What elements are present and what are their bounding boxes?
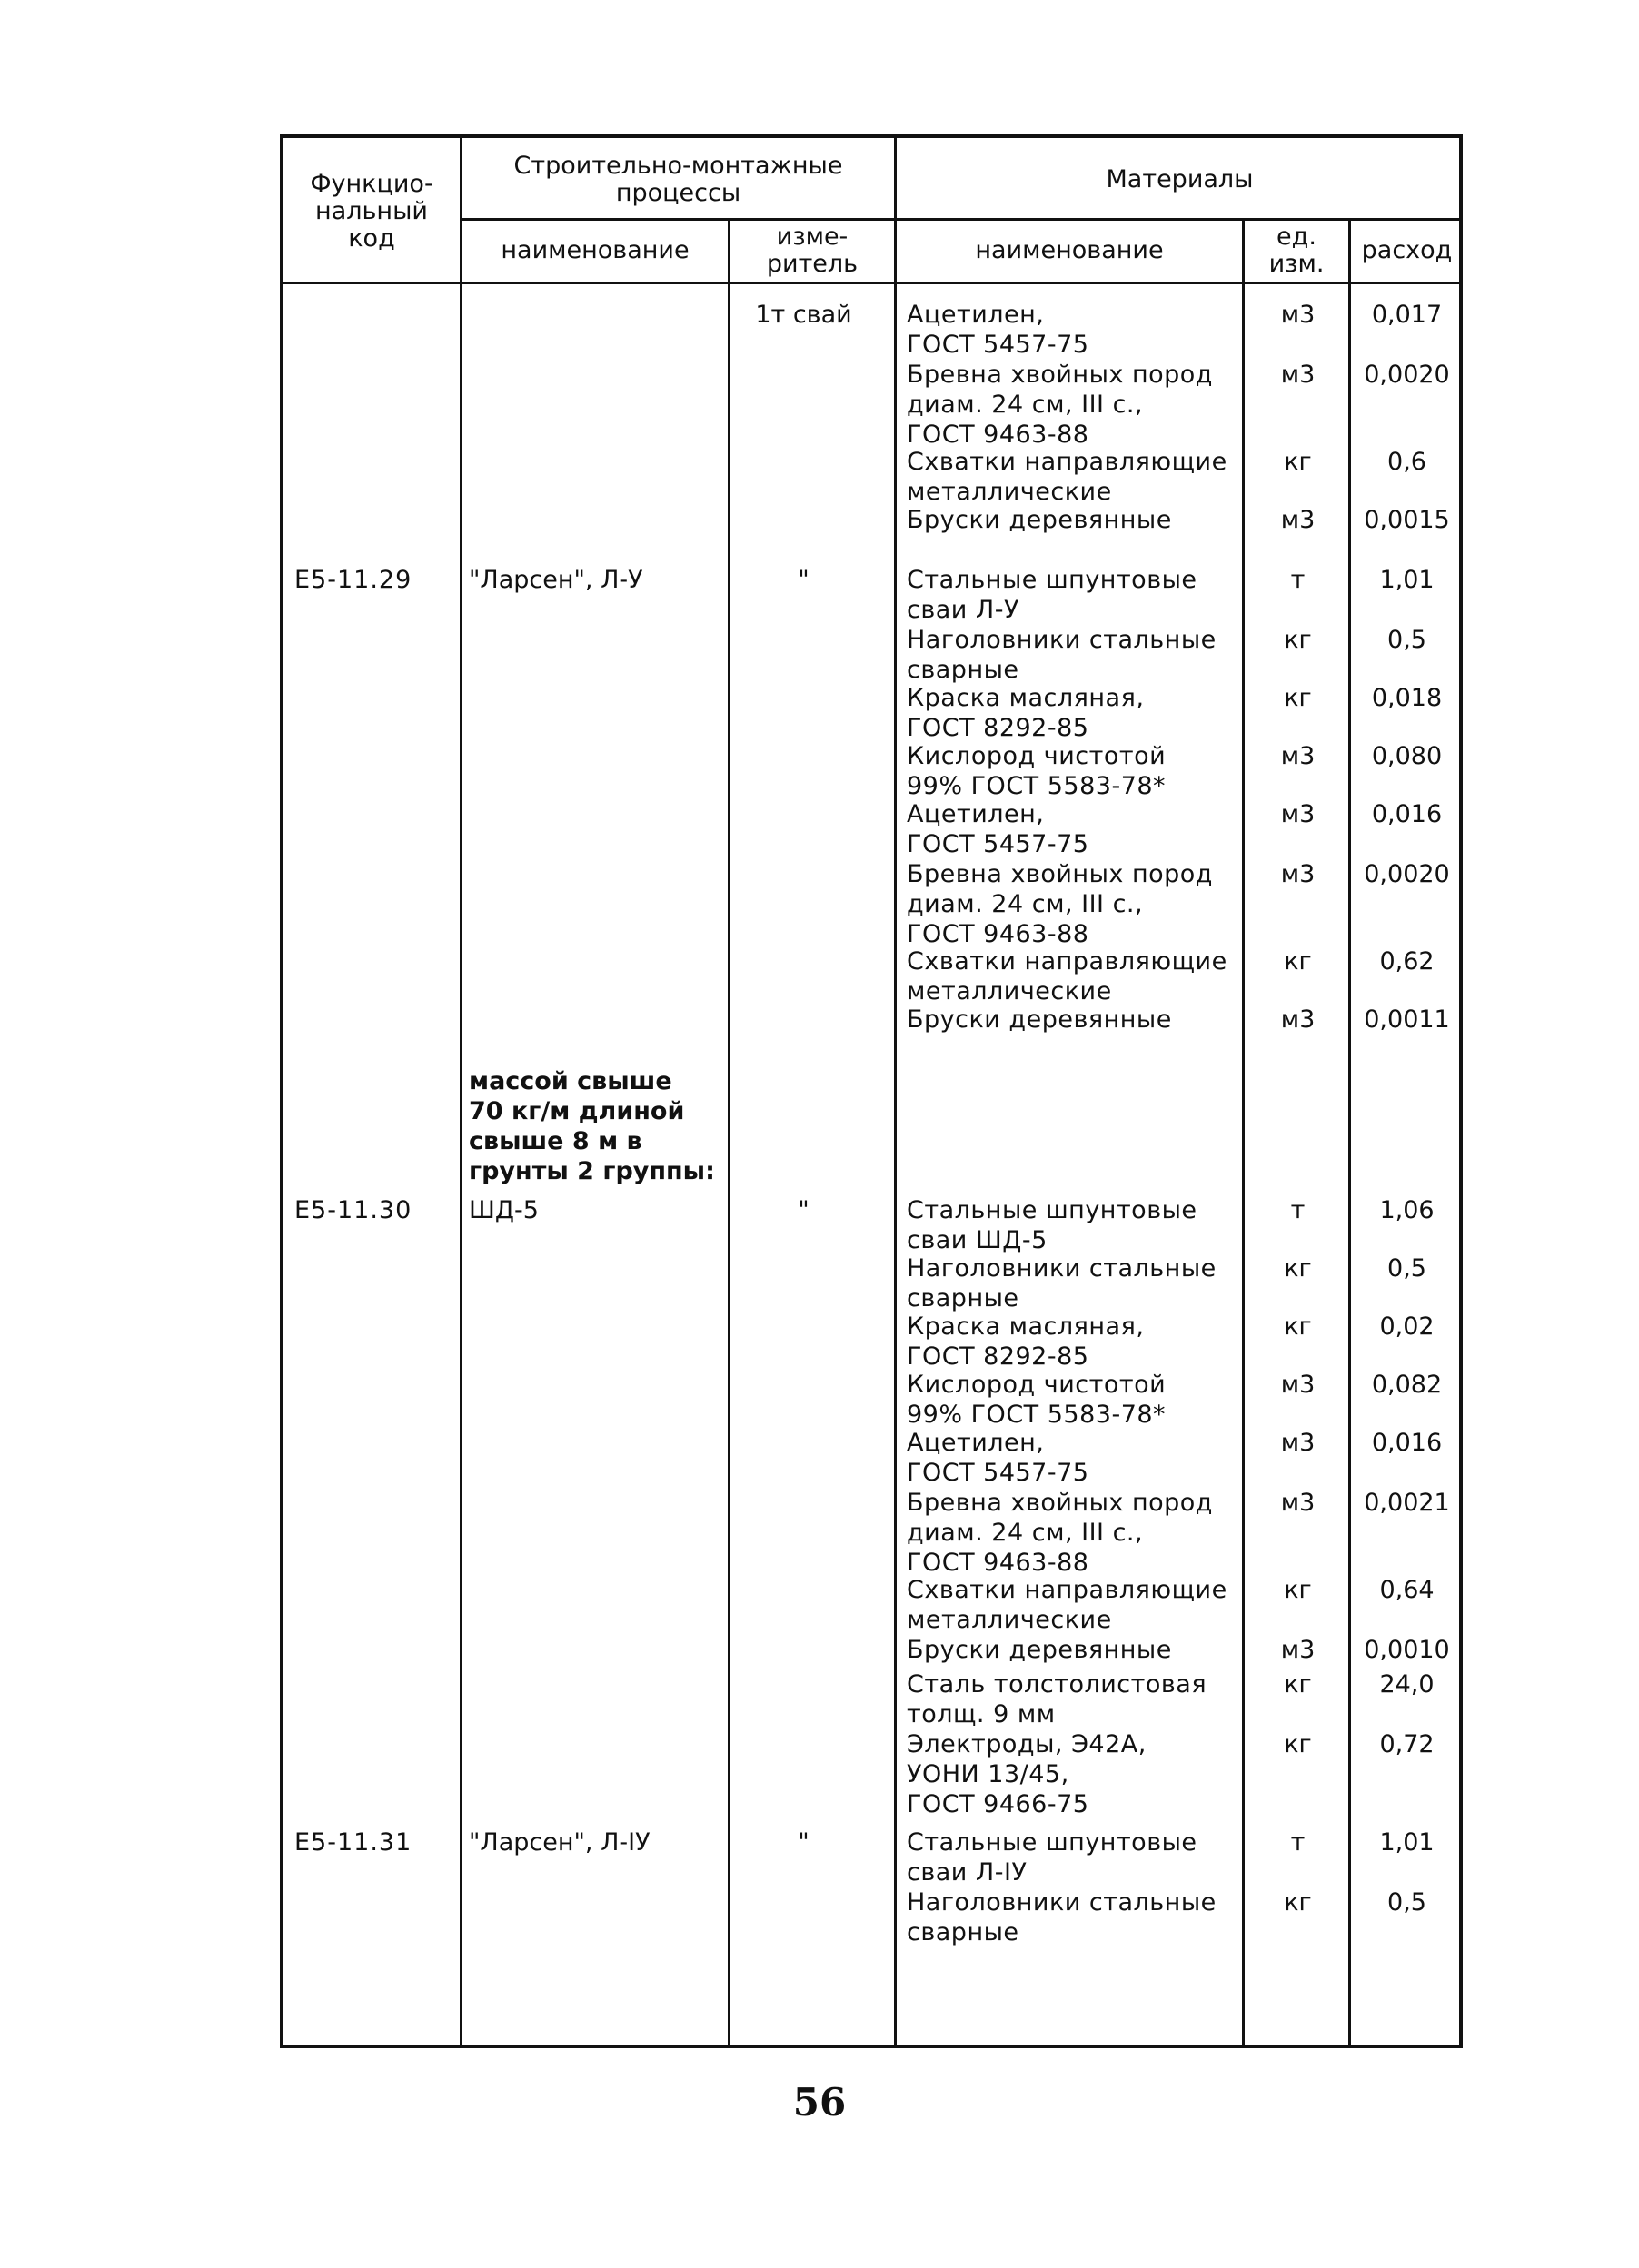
material-name: Бруски деревянные <box>907 1005 1172 1034</box>
material-name: Бруски деревянные <box>907 506 1172 534</box>
process-name: массой свыше 70 кг/м длиной свыше 8 м в грунты 2 группы: <box>469 1067 715 1185</box>
material-unit: т <box>1290 1828 1306 1857</box>
material-qty: 0,64 <box>1379 1576 1435 1604</box>
material-qty: 0,0015 <box>1364 506 1450 534</box>
material-unit: м3 <box>1280 742 1316 770</box>
column-divider <box>728 218 730 2045</box>
process-name: "Ларсен", Л-У <box>469 566 643 594</box>
material-name: Наголовники стальные сварные <box>907 1888 1217 1946</box>
material-unit: т <box>1290 1196 1306 1224</box>
functional-code: Е5-11.29 <box>294 566 412 594</box>
material-unit: м3 <box>1280 361 1316 389</box>
material-name: Электроды, Э42А, УОНИ 13/45, ГОСТ 9466-75 <box>907 1730 1147 1818</box>
material-qty: 0,0011 <box>1364 1005 1450 1034</box>
material-unit: кг <box>1284 626 1312 654</box>
material-name: Бревна хвойных пород диам. 24 см, III с., ГОСТ 9463-88 <box>907 860 1213 948</box>
material-qty: 0,0021 <box>1364 1489 1450 1517</box>
material-name: Бревна хвойных пород диам. 24 см, III с., ГОСТ 9463-88 <box>907 1489 1213 1577</box>
material-name: Бруски деревянные <box>907 1636 1172 1664</box>
material-unit: м3 <box>1280 860 1316 888</box>
material-name: Ацетилен, ГОСТ 5457-75 <box>907 301 1089 359</box>
materials-table <box>280 134 1463 2048</box>
material-name: Кислород чистотой 99% ГОСТ 5583-78* <box>907 742 1167 800</box>
material-unit: кг <box>1284 947 1312 976</box>
header-material-unit: ед. изм. <box>1268 223 1325 278</box>
material-name: Краска масляная, ГОСТ 8292-85 <box>907 684 1145 742</box>
functional-code: Е5-11.31 <box>294 1828 412 1857</box>
material-qty: 0,082 <box>1371 1371 1443 1399</box>
material-name: Схватки направляющие металлические <box>907 448 1227 506</box>
material-unit: м3 <box>1280 1489 1316 1517</box>
process-meter: " <box>798 566 810 594</box>
material-unit: кг <box>1284 1670 1312 1699</box>
material-qty: 0,62 <box>1379 947 1435 976</box>
material-name: Схватки направляющие металлические <box>907 1576 1227 1634</box>
header-materials-group: Материалы <box>1106 165 1254 193</box>
material-unit: кг <box>1284 1888 1312 1916</box>
material-unit: м3 <box>1280 1429 1316 1457</box>
process-meter: 1т свай <box>755 301 852 329</box>
material-qty: 0,5 <box>1387 626 1426 654</box>
material-unit: кг <box>1284 1254 1312 1283</box>
material-name: Ацетилен, ГОСТ 5457-75 <box>907 800 1089 858</box>
material-qty: 0,6 <box>1387 448 1426 476</box>
process-meter: " <box>798 1196 810 1224</box>
header-process-meter: изме- ритель <box>766 223 859 278</box>
header-bottom-rule <box>283 282 1459 284</box>
column-divider <box>1348 218 1351 2045</box>
process-meter: " <box>798 1828 810 1857</box>
material-qty: 0,0020 <box>1364 361 1450 389</box>
material-name: Стальные шпунтовые сваи ШД-5 <box>907 1196 1197 1254</box>
process-name: ШД-5 <box>469 1196 539 1224</box>
material-qty: 0,016 <box>1371 800 1443 828</box>
header-process-name: наименование <box>501 236 690 264</box>
material-unit: т <box>1290 566 1306 594</box>
material-name: Наголовники стальные сварные <box>907 1254 1217 1312</box>
material-unit: м3 <box>1280 1005 1316 1034</box>
material-qty: 0,5 <box>1387 1254 1426 1283</box>
material-unit: кг <box>1284 1730 1312 1758</box>
material-qty: 1,01 <box>1379 566 1435 594</box>
material-name: Кислород чистотой 99% ГОСТ 5583-78* <box>907 1371 1167 1429</box>
material-unit: м3 <box>1280 1371 1316 1399</box>
material-qty: 0,72 <box>1379 1730 1435 1758</box>
material-qty: 0,02 <box>1379 1312 1435 1341</box>
material-unit: кг <box>1284 1312 1312 1341</box>
material-qty: 0,018 <box>1371 684 1443 712</box>
material-unit: кг <box>1284 448 1312 476</box>
material-unit: кг <box>1284 684 1312 712</box>
header-material-qty: расход <box>1361 236 1453 264</box>
material-qty: 0,5 <box>1387 1888 1426 1916</box>
process-name: "Ларсен", Л-IУ <box>469 1828 651 1857</box>
material-qty: 1,06 <box>1379 1196 1435 1224</box>
header-functional-code: Функцио- нальный код <box>310 170 433 253</box>
material-unit: м3 <box>1280 800 1316 828</box>
material-unit: м3 <box>1280 301 1316 329</box>
column-divider <box>894 138 897 2045</box>
material-qty: 0,0010 <box>1364 1636 1450 1664</box>
material-name: Наголовники стальные сварные <box>907 626 1217 684</box>
material-qty: 24,0 <box>1379 1670 1435 1699</box>
material-name: Схватки направляющие металлические <box>907 947 1227 1005</box>
material-qty: 0,080 <box>1371 742 1443 770</box>
material-name: Ацетилен, ГОСТ 5457-75 <box>907 1429 1089 1487</box>
material-unit: кг <box>1284 1576 1312 1604</box>
functional-code: Е5-11.30 <box>294 1196 412 1224</box>
page-number: 56 <box>792 2080 847 2124</box>
material-name: Бревна хвойных пород диам. 24 см, III с., ГОСТ 9463-88 <box>907 361 1213 449</box>
material-name: Краска масляная, ГОСТ 8292-85 <box>907 1312 1145 1371</box>
material-qty: 1,01 <box>1379 1828 1435 1857</box>
material-name: Стальные шпунтовые сваи Л-У <box>907 566 1197 624</box>
header-processes-group: Строительно-монтажные процессы <box>513 152 843 207</box>
material-name: Стальные шпунтовые сваи Л-IУ <box>907 1828 1197 1887</box>
material-unit: м3 <box>1280 1636 1316 1664</box>
header-divider <box>460 218 1459 221</box>
material-qty: 0,017 <box>1371 301 1443 329</box>
column-divider <box>460 138 462 2045</box>
material-qty: 0,0020 <box>1364 860 1450 888</box>
header-material-name: наименование <box>975 236 1164 264</box>
material-qty: 0,016 <box>1371 1429 1443 1457</box>
material-unit: м3 <box>1280 506 1316 534</box>
material-name: Сталь толстолистовая толщ. 9 мм <box>907 1670 1207 1728</box>
